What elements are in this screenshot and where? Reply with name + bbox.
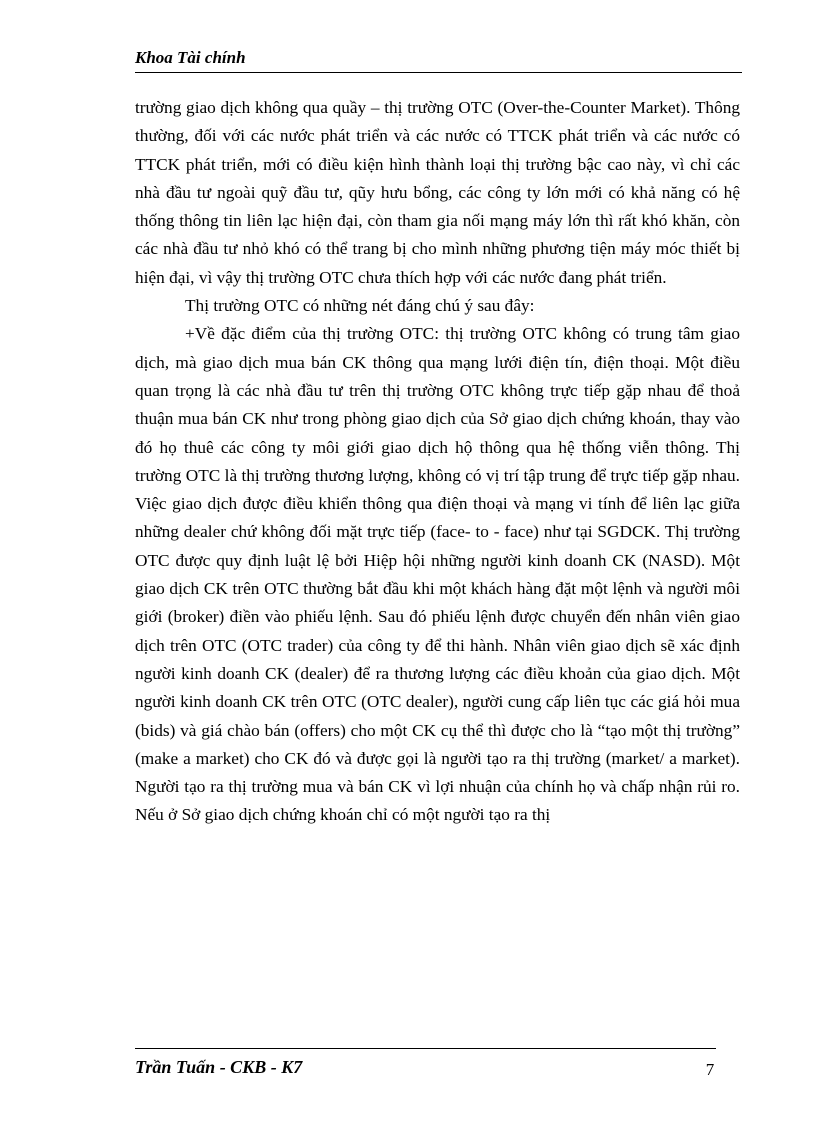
footer-divider <box>135 1048 716 1049</box>
paragraph-continuation: trường giao dịch không qua quầy – thị trường OTC (Over-the-Counter Market). Thông thường, đối với các nước phát triển và các nước có TTCK phát triển và các nước có TTCK phát triển, mới có điều kiện hình thành loại thị trường bậc cao này, vì chỉ các nhà đầu tư ngoài quỹ đầu tư, qũy hưu bổng, các công ty lớn mới có khả năng có hệ thống thông tin liên lạc hiện đại, còn tham gia nối mạng máy lớn thì rất khó khăn, còn các nhà đầu tư nhỏ khó có thể trang bị cho mình những phương tiện máy móc thiết bị hiện đại, vì vậy thị trường OTC chưa thích hợp với các nước đang phát triển. <box>135 98 740 287</box>
page-header <box>135 48 742 73</box>
body-text <box>135 94 740 830</box>
footer-author: Trần Tuấn - CKB - K7 <box>135 1057 303 1077</box>
paragraph-intro: Thị trường OTC có những nét đáng chú ý sau đây: <box>185 296 535 316</box>
page-number: 7 <box>705 1060 715 1079</box>
header-title: Khoa Tài chính <box>135 48 246 67</box>
paragraph-otc-features: +Về đặc điểm của thị trường OTC: thị trường OTC không có trung tâm giao dịch, mà giao dịch mua bán CK thông qua mạng lưới điện tín, điện thoại. Một điều quan trọng là các nhà đầu tư trên thị trường OTC không trực tiếp gặp nhau để thoả thuận mua bán CK như trong phòng giao dịch của Sở giao dịch chứng khoán, thay vào đó họ thuê các công ty môi giới giao dịch hộ thông qua hệ thống viễn thông. Thị trường OTC là thị trường thương lượng, không có vị trí tập trung để trực tiếp gặp nhau. Việc giao dịch được điều khiển thông qua điện thoại và mạng vi tính để liên lạc giữa những dealer chứ không đối mặt trực tiếp (face- to - face) như tại SGDCK. Thị trường OTC được quy định luật lệ bởi Hiệp hội những người kinh doanh CK (NASD). Một giao dịch CK trên OTC thường bắt đầu khi một khách hàng đặt một lệnh và người môi giới (broker) điền vào phiếu lệnh. Sau đó phiếu lệnh được chuyển đến nhân viên giao dịch trên OTC (OTC trader) của công ty để thi hành. Nhân viên giao dịch sẽ xác định người kinh doanh CK (dealer) để ra thương lượng các điều khoản của giao dịch. Một người kinh doanh CK trên OTC (OTC dealer), người cung cấp liên tục các giá hỏi mua (bids) và giá chào bán (offers) cho một CK cụ thể thì được cho là “tạo một thị trường” (make a market) cho CK đó và được gọi là người tạo ra thị trường (market/ a market). Người tạo ra thị trường mua và bán CK vì lợi nhuận của chính họ và chấp nhận rủi ro. Nếu ở Sở giao dịch chứng khoán chỉ có một người tạo ra thị <box>135 324 740 825</box>
